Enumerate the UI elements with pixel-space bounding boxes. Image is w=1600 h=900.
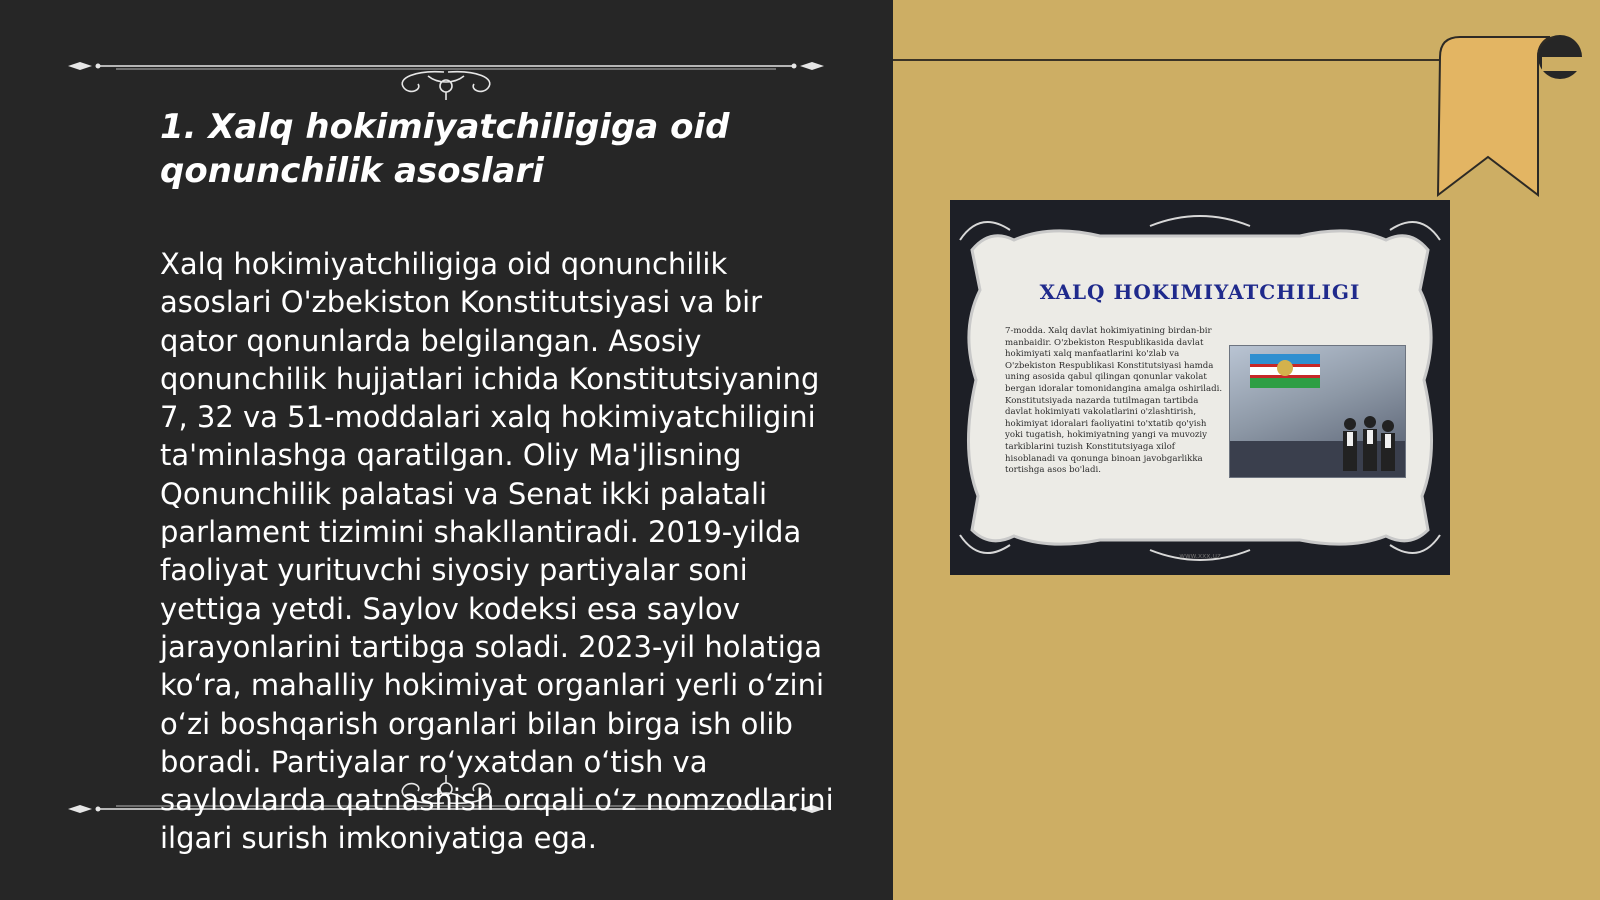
top-ornament (66, 50, 826, 100)
picture-photo (1229, 345, 1406, 478)
bookmark-icon (1432, 35, 1600, 200)
picture-credit: www.xxx.uz (1179, 552, 1221, 560)
picture-heading: XALQ HOKIMIYATCHILIGI (1039, 280, 1361, 304)
flag-and-people-icon (1230, 346, 1405, 477)
picture-article-text: 7-modda. Xalq davlat hokimiyatining birdan-bir manbaidir. O'zbekiston Respublikasida davlat hokimiyati xalq manfaatlarini ko'zlab va O'zbekiston Respublikasi Konstitutsiyasi hamda uning asosida qabul qilingan qonunlar vakolat bergan idoralar tomonidangina amalga oshiriladi. Konstitutsiyada nazarda tutilmagan tartibda davlat hokimiyati vakolatlarini o'zlashtirish, hokimiyat idoralari faoliyatini to'xtatib qo'yish yoki tugatish, hokimiyatning yangi va muvoziy tarkiblarini tuzish Konstitutsiyaga xilof hisoblanadi va qonunga binoan javobgarlikka tortishga asos bo'ladi. (1005, 326, 1223, 476)
slide-title: 1. Xalq hokimiyatchiligiga oid qonunchilik asoslari (160, 107, 730, 191)
constitution-picture (950, 200, 1450, 575)
slide-body-text: Xalq hokimiyatchiligiga oid qonunchilik asoslari O'zbekiston Konstitutsiyasi va bir qator qonunlarda belgilangan. Asosiy qonunchilik hujjatlari ichida Konstitutsiyaning 7, 32 va 51-moddalari xalq hokimiyatchiligini ta'minlashga qaratilgan. Oliy Ma'jlisning Qonunchilik palatasi va Senat ikki palatali parlament tizimini shakllantiradi. 2019-yilda faoliyat yurituvchi siyosiy partiyalar soni yettiga yetdi. Saylov kodeksi esa saylov jarayonlarini tartibga soladi. 2023-yil holatiga ko‘ra, mahalliy hokimiyat organlari yerli o‘zini o‘zi boshqarish organlari bilan birga ish olib boradi. Partiyalar ro‘yxatdan o‘tish va saylovlarda qatnashish orqali o‘z nomzodlarini ilgari surish imkoniyatiga ega. (160, 247, 834, 856)
